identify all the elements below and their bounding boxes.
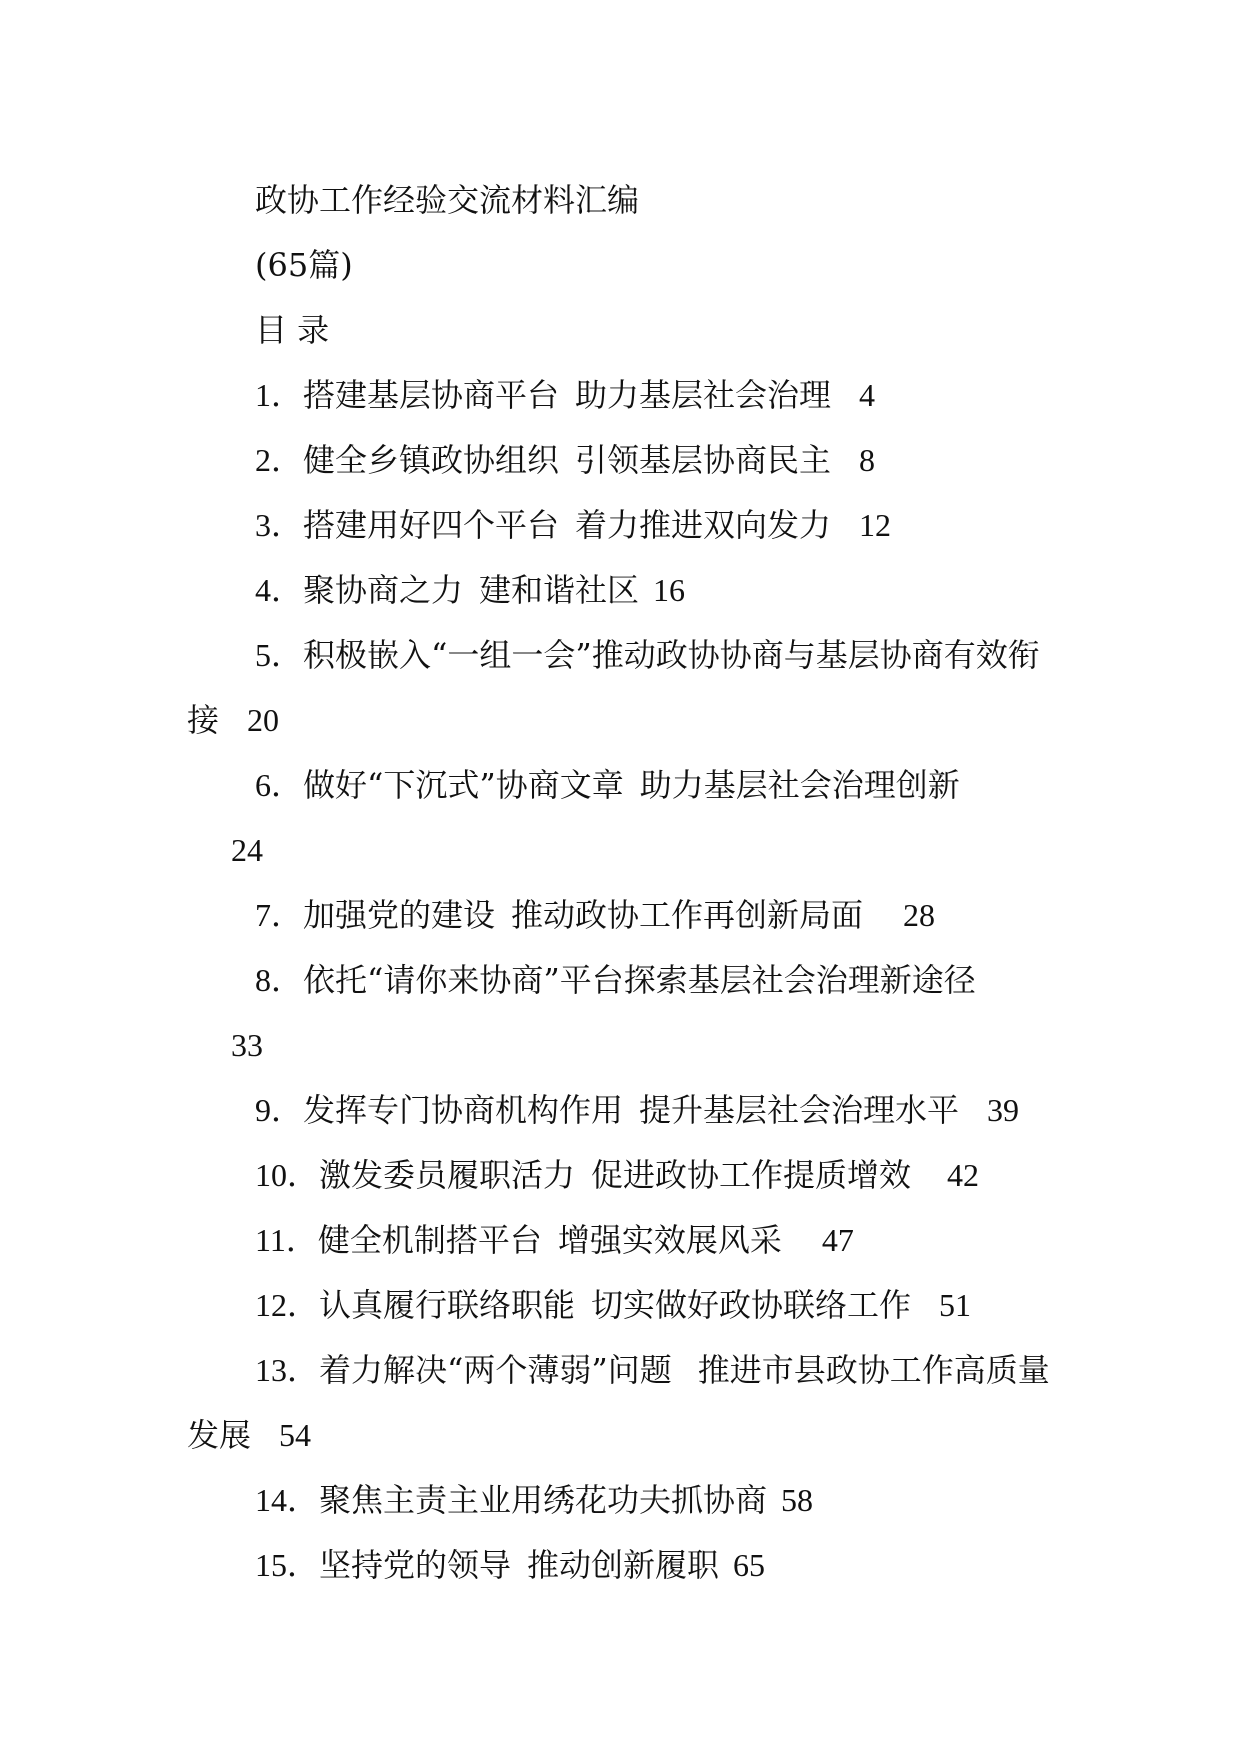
toc-item-number: 4． xyxy=(255,572,304,608)
toc-item-number: 14． xyxy=(255,1482,320,1518)
toc-item-page: 8 xyxy=(859,442,876,478)
toc-item-title-part2: 推动创新履职 xyxy=(527,1546,720,1584)
toc-item-page: 16 xyxy=(653,572,686,608)
toc-item xyxy=(187,428,1057,493)
toc-item-title-part1: 聚焦主责主业用绣花功夫抓协商 xyxy=(319,1481,768,1519)
toc-item-number: 15． xyxy=(255,1547,320,1583)
toc-item xyxy=(187,493,1057,558)
toc-item-number: 8． xyxy=(255,962,304,998)
toc-item-title-part1: 加强党的建设 xyxy=(303,896,496,934)
toc-item xyxy=(187,1273,1057,1338)
toc-item xyxy=(187,1468,1057,1533)
toc-item-page: 24 xyxy=(231,832,263,868)
toc-item-title-part2: 助力基层社会治理 xyxy=(575,376,832,414)
toc-item xyxy=(187,1533,1057,1598)
toc-item-title-part1: 着力解决“两个薄弱”问题 xyxy=(319,1351,672,1389)
toc-item-number: 9． xyxy=(255,1092,304,1128)
toc-item-title-part1: 聚协商之力 xyxy=(303,571,464,609)
toc-item-number: 11． xyxy=(255,1222,318,1258)
toc-item-title-part1: 认真履行联络职能 xyxy=(319,1286,576,1324)
toc-item-title-part2: 助力基层社会治理创新 xyxy=(639,766,960,804)
toc-item-page: 54 xyxy=(279,1417,312,1453)
toc-item xyxy=(187,1208,1057,1273)
toc-item-title-part1: 做好“下沉式”协商文章 xyxy=(303,766,624,804)
document-title: 政协工作经验交流材料汇编 xyxy=(255,181,640,219)
toc-item xyxy=(187,623,1057,753)
toc-item-title-part1: 搭建用好四个平台 xyxy=(303,506,560,544)
toc-item xyxy=(187,753,1057,883)
toc-item-title-part2: 促进政协工作提质增效 xyxy=(591,1156,912,1194)
toc-item xyxy=(187,1078,1057,1143)
toc-item-number: 10． xyxy=(255,1157,320,1193)
toc-item-page: 20 xyxy=(247,702,280,738)
toc-item-page: 4 xyxy=(859,377,876,413)
toc-item-title-part2: 推进市县政协工作高质量发展 xyxy=(187,1351,1050,1454)
toc-item-title-part2: 增强实效展风采 xyxy=(557,1221,782,1259)
toc-item-title-part1: 健全乡镇政协组织 xyxy=(303,441,560,479)
toc-item xyxy=(187,558,1057,623)
article-count: (65篇) xyxy=(255,246,353,284)
toc-item-page: 42 xyxy=(947,1157,980,1193)
toc-item-page: 65 xyxy=(733,1547,766,1583)
toc-item-title-part1: 搭建基层协商平台 xyxy=(303,376,560,414)
toc-item-number: 6． xyxy=(255,767,304,803)
toc-item-number: 13． xyxy=(255,1352,320,1388)
toc-item-number: 1． xyxy=(255,377,304,413)
toc-item-title-part2: 提升基层社会治理水平 xyxy=(639,1091,960,1129)
toc-item-title-part1: 激发委员履职活力 xyxy=(319,1156,576,1194)
toc-item-title-part1: 健全机制搭平台 xyxy=(317,1221,542,1259)
toc-item xyxy=(187,948,1057,1078)
toc-item xyxy=(187,1143,1057,1208)
toc-heading: 目 录 xyxy=(255,311,330,349)
toc-item-page: 28 xyxy=(903,897,936,933)
toc-item xyxy=(187,883,1057,948)
toc-item-number: 7． xyxy=(255,897,304,933)
toc-item-page: 33 xyxy=(231,1027,263,1063)
toc-item xyxy=(187,363,1057,428)
toc-item-page: 12 xyxy=(859,507,892,543)
toc-item-title-part1: 依托“请你来协商”平台探索基层社会治理新途径 xyxy=(303,961,976,999)
toc-item-page: 51 xyxy=(939,1287,972,1323)
toc-item-page: 39 xyxy=(987,1092,1020,1128)
toc-item-title-part1: 积极嵌入“一组一会”推动政协协商与基层协商有效衔接 xyxy=(187,636,1040,739)
toc-item-title-part2: 推动政协工作再创新局面 xyxy=(511,896,864,934)
toc-item-title-part1: 坚持党的领导 xyxy=(319,1546,512,1584)
document-body xyxy=(187,168,1057,1598)
toc-item-number: 12． xyxy=(255,1287,320,1323)
toc-item-title-part2: 引领基层协商民主 xyxy=(575,441,832,479)
toc-item-title-part2: 建和谐社区 xyxy=(479,571,640,609)
toc-item-title-part2: 切实做好政协联络工作 xyxy=(591,1286,912,1324)
toc-item-number: 5． xyxy=(255,637,304,673)
toc-item-page: 58 xyxy=(781,1482,814,1518)
toc-item-title-part1: 发挥专门协商机构作用 xyxy=(303,1091,624,1129)
toc-item-number: 3． xyxy=(255,507,304,543)
toc-item-title-part2: 着力推进双向发力 xyxy=(575,506,832,544)
toc-item-number: 2． xyxy=(255,442,304,478)
toc-item-page: 47 xyxy=(821,1222,854,1258)
toc-item xyxy=(187,1338,1057,1468)
